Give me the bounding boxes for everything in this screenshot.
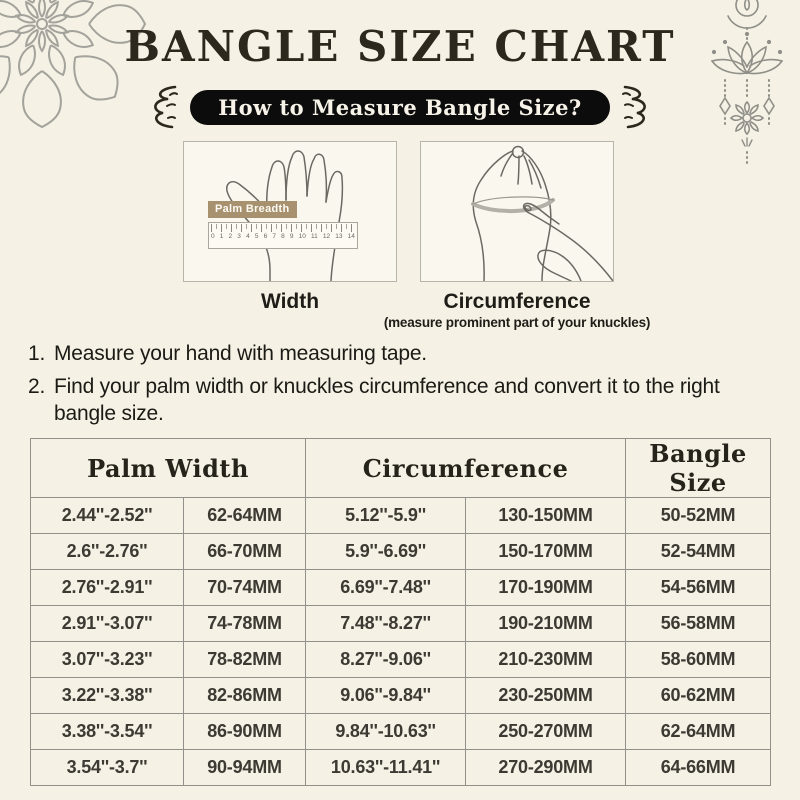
- ruler-number: 8: [281, 233, 285, 240]
- table-cell: 2.76''-2.91'': [31, 570, 184, 606]
- table-cell: 62-64MM: [626, 714, 771, 750]
- table-row: [31, 570, 771, 606]
- instruction-text: Measure your hand with measuring tape.: [54, 342, 427, 365]
- table-cell: 8.27''-9.06'': [306, 642, 466, 678]
- table-cell: 150-170MM: [466, 534, 626, 570]
- table-cell: 230-250MM: [466, 678, 626, 714]
- table-cell: 3.07''-3.23'': [31, 642, 184, 678]
- instruction-number: 1.: [28, 342, 46, 365]
- table-cell: 5.9''-6.69'': [306, 534, 466, 570]
- table-row: [31, 714, 771, 750]
- size-table-column-header: Palm Width: [31, 439, 306, 498]
- table-cell: 64-66MM: [626, 750, 771, 786]
- flourish-right-icon: [622, 84, 654, 130]
- size-table-column-header: Bangle Size: [626, 439, 771, 498]
- table-cell: 60-62MM: [626, 678, 771, 714]
- table-cell: 10.63''-11.41'': [306, 750, 466, 786]
- table-cell: 2.6''-2.76'': [31, 534, 184, 570]
- table-cell: 78-82MM: [184, 642, 306, 678]
- ruler-ticks: [211, 224, 355, 232]
- width-illustration-box: [183, 141, 397, 282]
- table-cell: 62-64MM: [184, 498, 306, 534]
- instruction-item: [28, 341, 738, 367]
- ruler-number: 13: [335, 233, 343, 240]
- table-cell: 170-190MM: [466, 570, 626, 606]
- table-cell: 74-78MM: [184, 606, 306, 642]
- table-row: [31, 606, 771, 642]
- table-cell: 66-70MM: [184, 534, 306, 570]
- instructions-list: [28, 341, 738, 434]
- table-cell: 9.06''-9.84'': [306, 678, 466, 714]
- table-cell: 7.48''-8.27'': [306, 606, 466, 642]
- table-cell: 3.22''-3.38'': [31, 678, 184, 714]
- table-cell: 2.44''-2.52'': [31, 498, 184, 534]
- ruler-number: 12: [322, 233, 331, 240]
- table-cell: 52-54MM: [626, 534, 771, 570]
- circumference-note: (measure prominent part of your knuckles): [383, 315, 651, 330]
- circumference-label: [362, 290, 672, 330]
- ruler-number: 2: [228, 233, 233, 240]
- table-cell: 6.69''-7.48'': [306, 570, 466, 606]
- circumference-illustration-box: [420, 141, 614, 282]
- table-row: [31, 678, 771, 714]
- subtitle-pill: How to Measure Bangle Size?: [190, 90, 610, 125]
- table-cell: 250-270MM: [466, 714, 626, 750]
- ruler-number: 3: [237, 233, 241, 240]
- pinched-hand-illustration: [421, 142, 613, 281]
- table-cell: 210-230MM: [466, 642, 626, 678]
- ruler: [208, 222, 358, 249]
- table-cell: 54-56MM: [626, 570, 771, 606]
- ruler-number: 7: [272, 233, 276, 240]
- table-cell: 3.54''-3.7'': [31, 750, 184, 786]
- table-cell: 9.84''-10.63'': [306, 714, 466, 750]
- ruler-number: 5: [254, 233, 259, 240]
- table-cell: 3.38''-3.54'': [31, 714, 184, 750]
- table-cell: 190-210MM: [466, 606, 626, 642]
- table-row: [31, 498, 771, 534]
- table-row: [31, 750, 771, 786]
- table-cell: 70-74MM: [184, 570, 306, 606]
- table-cell: 50-52MM: [626, 498, 771, 534]
- ruler-number: 6: [263, 233, 268, 240]
- flourish-left-icon: [146, 84, 178, 130]
- ruler-number: 0: [211, 233, 215, 240]
- table-cell: 2.91''-3.07'': [31, 606, 184, 642]
- table-cell: 270-290MM: [466, 750, 626, 786]
- instruction-number: 2.: [28, 375, 46, 399]
- table-cell: 130-150MM: [466, 498, 626, 534]
- ruler-number: 10: [298, 233, 306, 240]
- instruction-item: [28, 374, 738, 427]
- table-row: [31, 534, 771, 570]
- table-cell: 58-60MM: [626, 642, 771, 678]
- page-title: BANGLE SIZE CHART: [124, 22, 676, 71]
- ruler-number: 1: [219, 233, 224, 240]
- circumference-label-text: Circumference: [443, 290, 591, 313]
- table-cell: 5.12''-5.9'': [306, 498, 466, 534]
- table-cell: 56-58MM: [626, 606, 771, 642]
- width-label: Width: [260, 290, 320, 313]
- instruction-text: Find your palm width or knuckles circumference and convert it to the right bangle size.: [54, 375, 720, 425]
- subtitle-row: [0, 84, 800, 130]
- ruler-number: 14: [347, 233, 355, 240]
- table-cell: 82-86MM: [184, 678, 306, 714]
- palm-breadth-tag: Palm Breadth: [208, 201, 297, 218]
- table-cell: 90-94MM: [184, 750, 306, 786]
- ruler-numbers: [209, 232, 357, 241]
- ruler-number: 11: [311, 233, 318, 240]
- size-table-body: [31, 498, 771, 786]
- table-row: [31, 642, 771, 678]
- table-cell: 86-90MM: [184, 714, 306, 750]
- size-table-header-row: [31, 439, 771, 498]
- ruler-number: 4: [246, 233, 250, 240]
- ruler-number: 9: [289, 233, 294, 240]
- size-table-column-header: Circumference: [306, 439, 626, 498]
- size-table: [30, 438, 771, 786]
